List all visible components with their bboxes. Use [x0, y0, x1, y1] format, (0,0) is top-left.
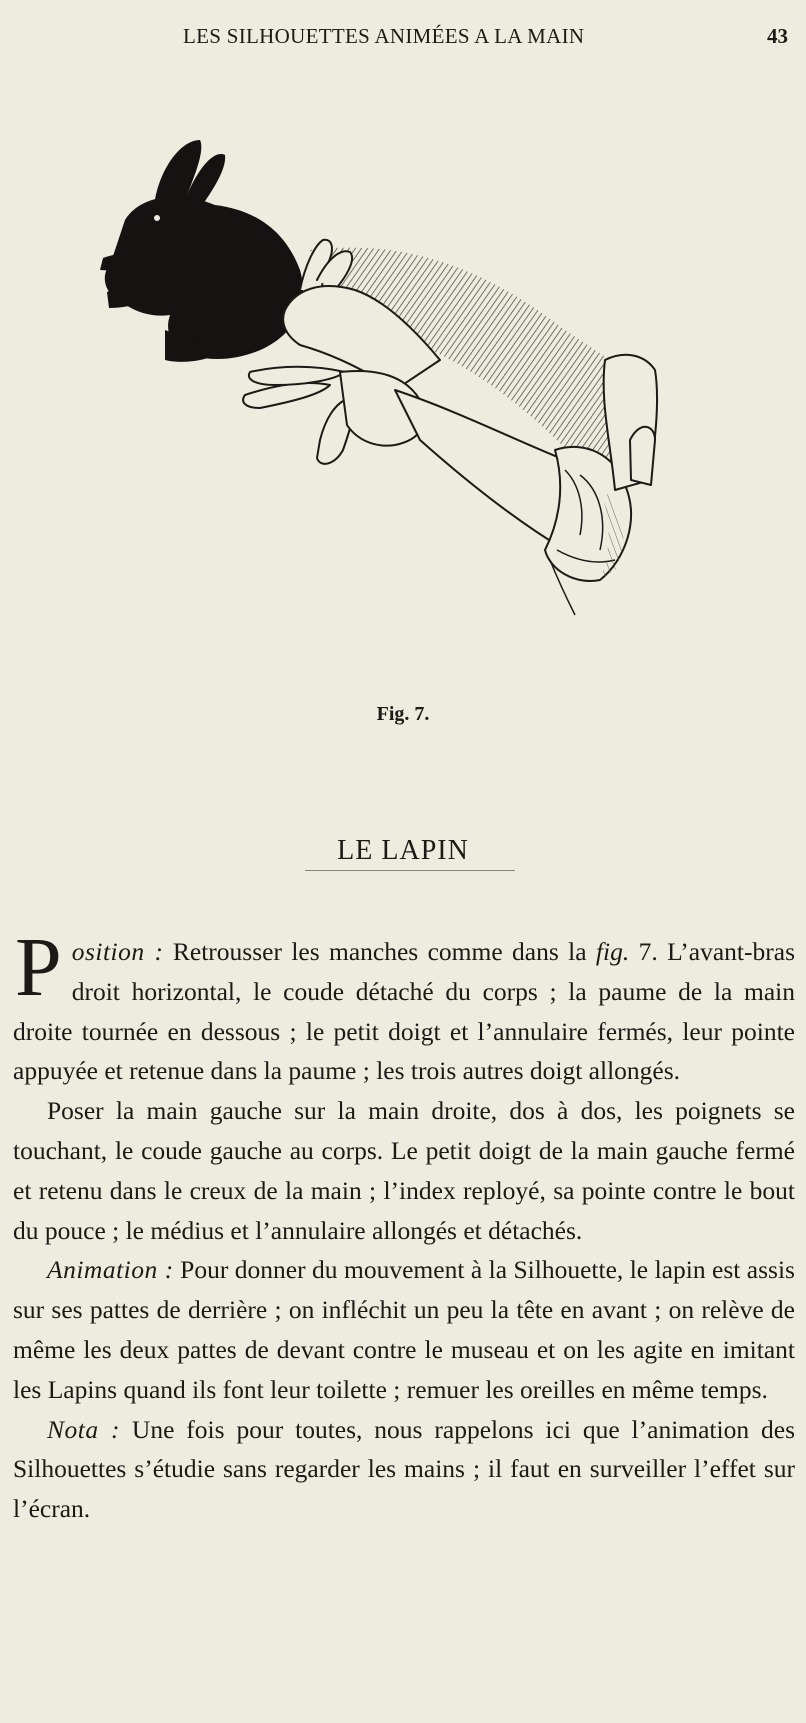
animation-text: Pour donner du mouvement à la Silhouette, le lapin est assis sur ses pattes de derrière ; on infléchit un peu la tête en avant ; on relève de même les deux pattes de devant contre le museau et on les agite en imitant les Lapins quand ils font leur toilette ; remuer les oreilles en même temps.	[13, 1255, 795, 1404]
running-title: LES SILHOUETTES ANIMÉES A LA MAIN	[183, 24, 585, 48]
nota-text: Une fois pour toutes, nous rappelons ici que l’animation des Silhouettes s’étudie sans regarder les mains ; il faut en surveiller l’effet sur l’écran.	[13, 1414, 795, 1524]
paragraph-nota	[13, 1410, 795, 1529]
fig-reference: fig.	[595, 937, 630, 966]
position-lead: osition :	[71, 937, 164, 966]
position-text-a: Retrousser les manches comme dans la	[163, 937, 596, 966]
nota-lead: Nota :	[47, 1414, 120, 1444]
running-head	[0, 24, 806, 54]
title-rule	[305, 870, 515, 871]
paragraph-second: Poser la main gauche sur la main droite, dos à dos, les poignets se touchant, le coude gauche au corps. Le petit doigt de la main gauche fermé et retenu dans le creux de la main ; l’index reployé, sa pointe contre le bout du pouce ; le médius et l’annulaire allongés et détachés.	[13, 1096, 795, 1245]
figure-caption: Fig. 7.	[376, 703, 430, 725]
rabbit-silhouette	[100, 140, 303, 362]
body-text	[13, 921, 795, 1529]
rabbit-hand-shadow-illustration	[95, 140, 735, 700]
animation-lead: Animation :	[47, 1255, 174, 1285]
paragraph-animation	[13, 1250, 795, 1409]
drop-cap: P	[15, 921, 62, 1014]
rabbit-eye	[154, 215, 160, 221]
position-text-b: 7. L’avant-bras droit horizontal, le coude détaché du corps ; la paume de la main droite tournée en dessous ; le petit doigt et l’annulaire fermés, leur pointe appuyée et retenue dans la paume ; les trois autres doigt allongés.	[13, 937, 795, 1086]
paragraph-position	[13, 921, 795, 1091]
page-number: 43	[767, 24, 788, 48]
section-title: LE LAPIN	[337, 835, 469, 866]
